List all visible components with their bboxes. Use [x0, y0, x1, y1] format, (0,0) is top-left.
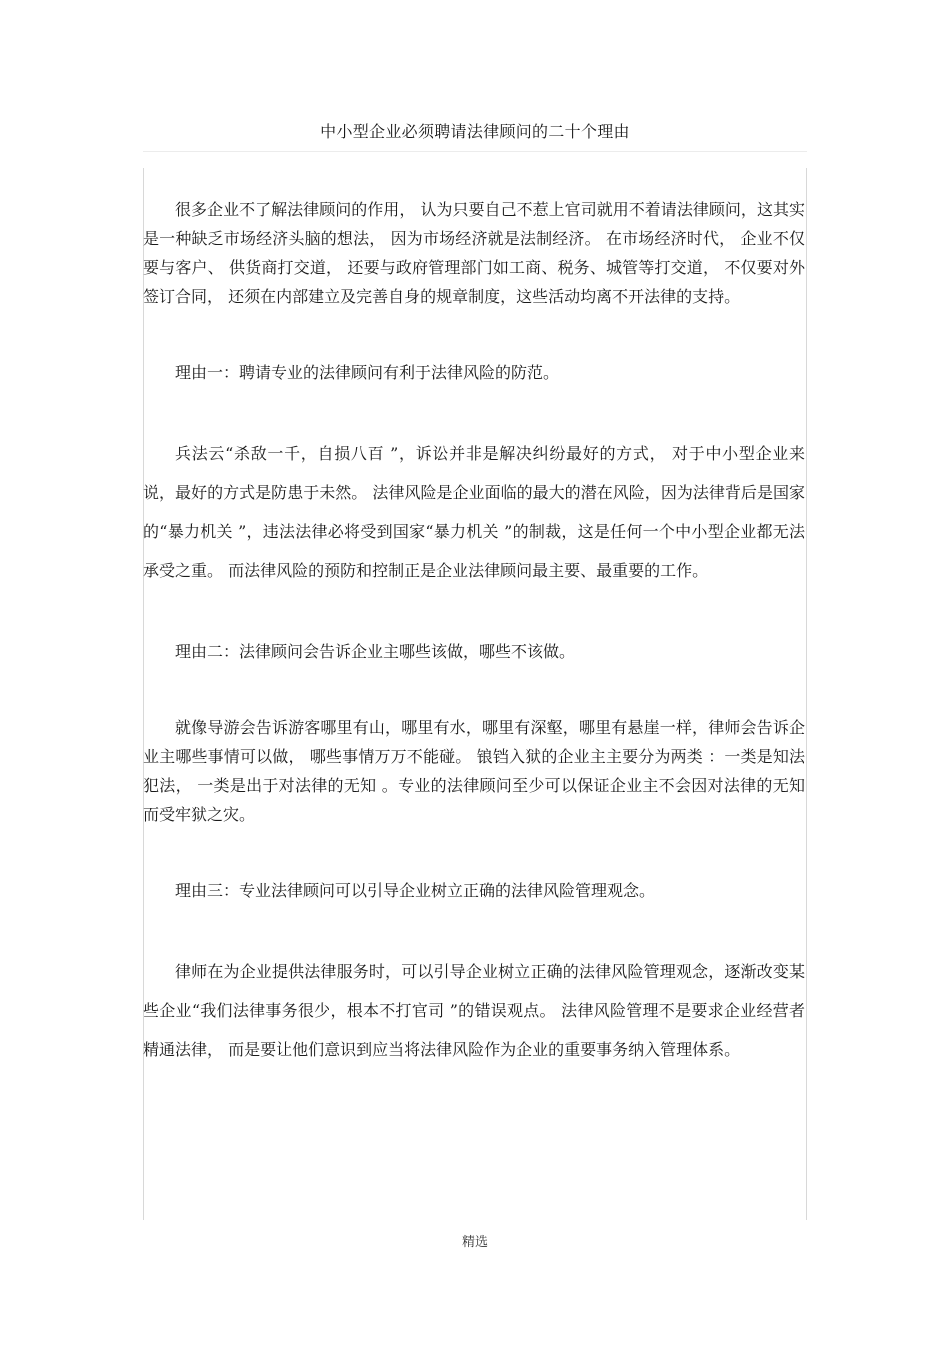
section-heading-3: 理由三：专业法律顾问可以引导企业树立正确的法律风险管理观念。	[175, 881, 656, 900]
document-body	[143, 195, 805, 1069]
spacer	[143, 666, 805, 713]
section-heading-1: 理由一：聘请专业的法律顾问有利于法律风险的防范。	[175, 363, 560, 382]
intro-paragraph: 很多企业不了解法律顾问的作用， 认为只要自己不惹上官司就用不着请法律顾问，这其实是一种缺乏市场经济头脑的想法， 因为市场经济就是法制经济。 在市场经济时代， 企业不仅要与客户、 供货商打交道， 还要与政府管理部门如工商、税务、城管等打交道， 不仅要对外签订合同， 还须在内部建立及完善自身的规章制度，这些活动均离不开法律的支持。	[143, 200, 805, 306]
section-body-1: 兵法云“杀敌一千，自损八百 ”，诉讼并非是解决纠纷最好的方式， 对于中小型企业来说，最好的方式是防患于未然。 法律风险是企业面临的最大的潜在风险，因为法律背后是国家的“暴力机关 ”，违法法律必将受到国家“暴力机关 ”的制裁，这是任何一个中小型企业都无法承受之重。 而法律风险的预防和控制正是企业法律顾问最主要、最重要的工作。	[143, 444, 805, 580]
section-body-3: 律师在为企业提供法律服务时，可以引导企业树立正确的法律风险管理观念，逐渐改变某些企业“我们法律事务很少，根本不打官司 ”的错误观点。 法律风险管理不是要求企业经营者精通法律， 而是要让他们意识到应当将法律风险作为企业的重要事务纳入管理体系。	[143, 962, 805, 1059]
frame-right-border	[806, 168, 807, 1220]
title-divider	[143, 151, 807, 152]
spacer	[143, 590, 805, 637]
spacer	[143, 387, 805, 434]
document-title: 中小型企业必须聘请法律顾问的二十个理由	[320, 122, 630, 141]
spacer	[143, 311, 805, 358]
section-body-2: 就像导游会告诉游客哪里有山，哪里有水，哪里有深壑，哪里有悬崖一样，律师会告诉企业主哪些事情可以做， 哪些事情万万不能碰。 锒铛入狱的企业主主要分为两类 ：一类是知法犯法， 一类是出于对法律的无知 。专业的法律顾问至少可以保证企业主不会因对法律的无知而受牢狱之灾。	[143, 718, 805, 824]
spacer	[143, 829, 805, 876]
section-heading-2: 理由二：法律顾问会告诉企业主哪些该做，哪些不该做。	[175, 642, 576, 661]
page-footer: 精选	[461, 1235, 488, 1250]
spacer	[143, 905, 805, 952]
